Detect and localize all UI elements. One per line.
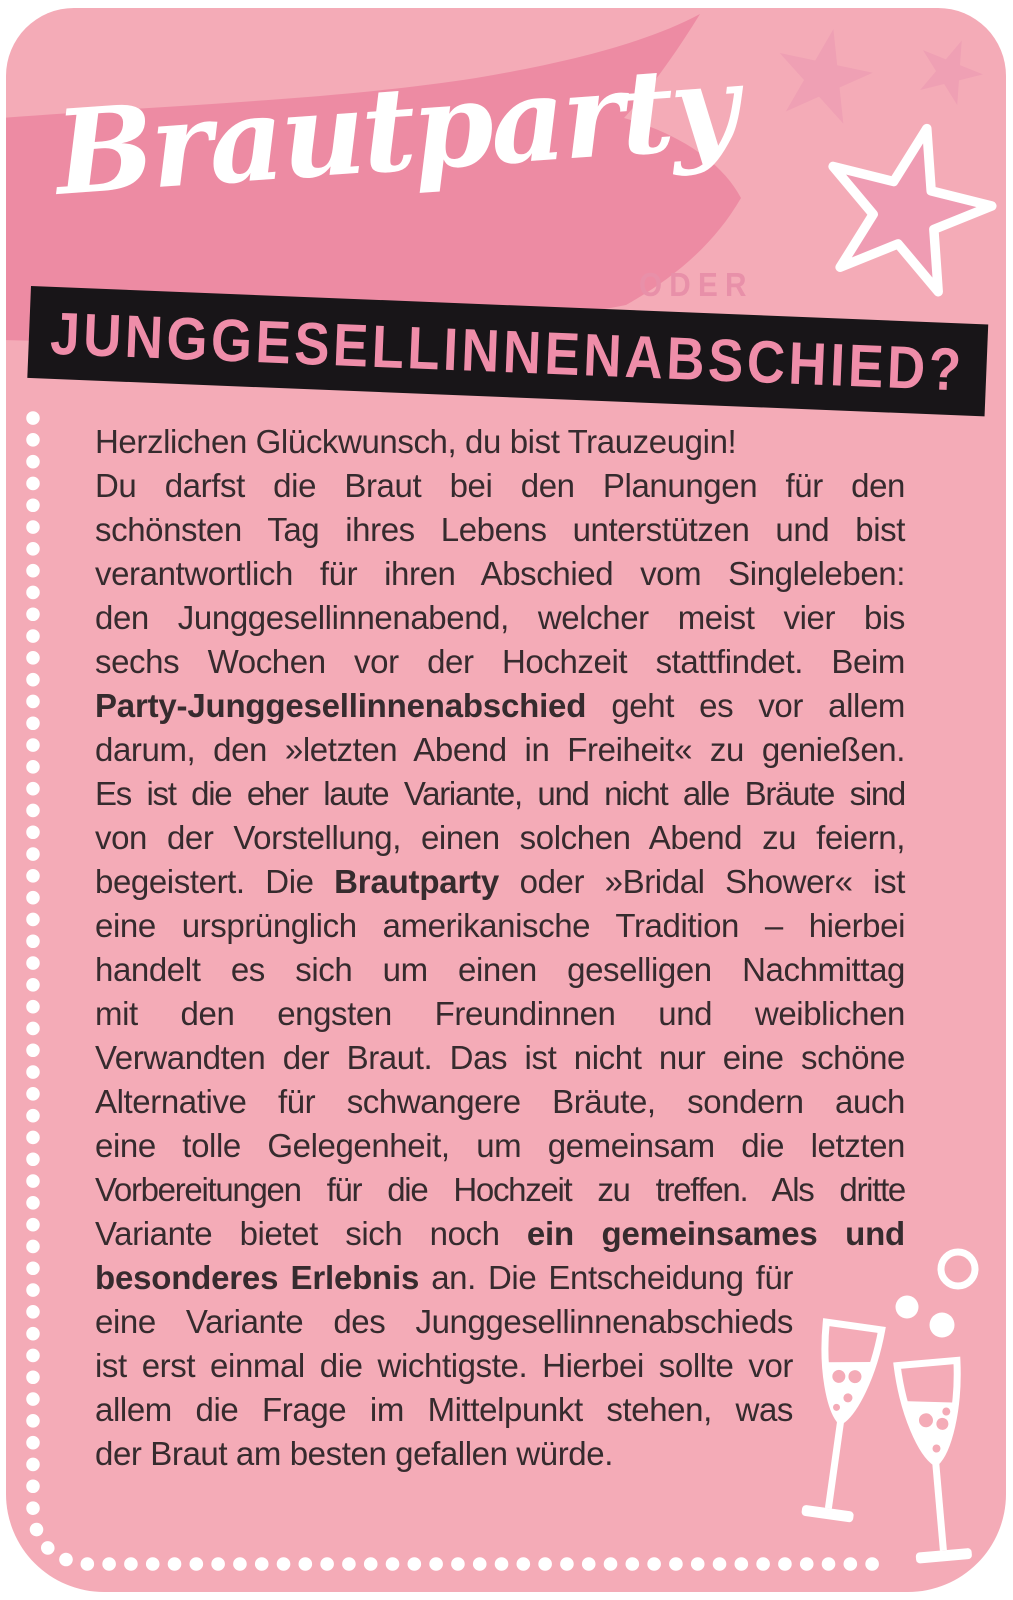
body-line: Es ist die eher laute Variante, und nicht alle Bräute sind	[95, 775, 905, 812]
body-line: der Braut am besten gefallen würde.	[95, 1435, 613, 1472]
body-line: Variante bietet sich noch ein gemeinsames und	[95, 1215, 905, 1252]
body-line: von der Vorstellung, einen solchen Abend zu feiern,	[95, 819, 905, 856]
body-text	[95, 420, 905, 1476]
body-line: schönsten Tag ihres Lebens unterstützen und bist	[95, 511, 905, 548]
body-line: eine ursprünglich amerikanische Tradition – hierbei	[95, 907, 905, 944]
small-star-icon	[768, 19, 880, 127]
small-star-icon	[909, 28, 992, 109]
body-line: handelt es sich um einen geselligen Nachmittag	[95, 951, 905, 988]
body-line: Vorbereitungen für die Hochzeit zu treffen. Als dritte	[95, 1171, 905, 1208]
oder-label: ODER	[639, 266, 754, 303]
body-line: begeistert. Die Brautparty oder »Bridal Shower« ist	[95, 863, 905, 900]
body-line: Verwandten der Braut. Das ist nicht nur eine schöne	[95, 1039, 905, 1076]
body-line: mit den engsten Freundinnen und weiblichen	[95, 995, 905, 1032]
body-line: besonderes Erlebnis an. Die Entscheidung für	[95, 1259, 793, 1296]
body-line: sechs Wochen vor der Hochzeit stattfindet. Beim	[95, 643, 905, 680]
page-title: Brautparty	[51, 38, 740, 222]
body-line: ist erst einmal die wichtigste. Hierbei sollte vor	[95, 1347, 793, 1384]
card	[6, 8, 1006, 1592]
body-line: eine tolle Gelegenheit, um gemeinsam die letzten	[95, 1127, 905, 1164]
body-line: Alternative für schwangere Bräute, sondern auch	[95, 1083, 905, 1120]
body-line: Herzlichen Glückwunsch, du bist Trauzeugin!	[95, 423, 737, 460]
body-line: den Junggesellinnenabend, welcher meist vier bis	[95, 599, 905, 636]
body-line: verantwortlich für ihren Abschied vom Singleleben:	[95, 555, 905, 592]
body-line: darum, den »letzten Abend in Freiheit« zu genießen.	[95, 731, 905, 768]
body-line: eine Variante des Junggesellinnenabschieds	[95, 1303, 793, 1340]
body-line: allem die Frage im Mittelpunkt stehen, was	[95, 1391, 793, 1428]
body-line: Du darfst die Braut bei den Planungen für den	[95, 467, 905, 504]
body-line: Party-Junggesellinnenabschied geht es vor allem	[95, 687, 905, 724]
subtitle-banner-text: JUNGGESELLINNENABSCHIED?	[49, 299, 967, 404]
big-outlined-star-icon	[810, 109, 1006, 300]
